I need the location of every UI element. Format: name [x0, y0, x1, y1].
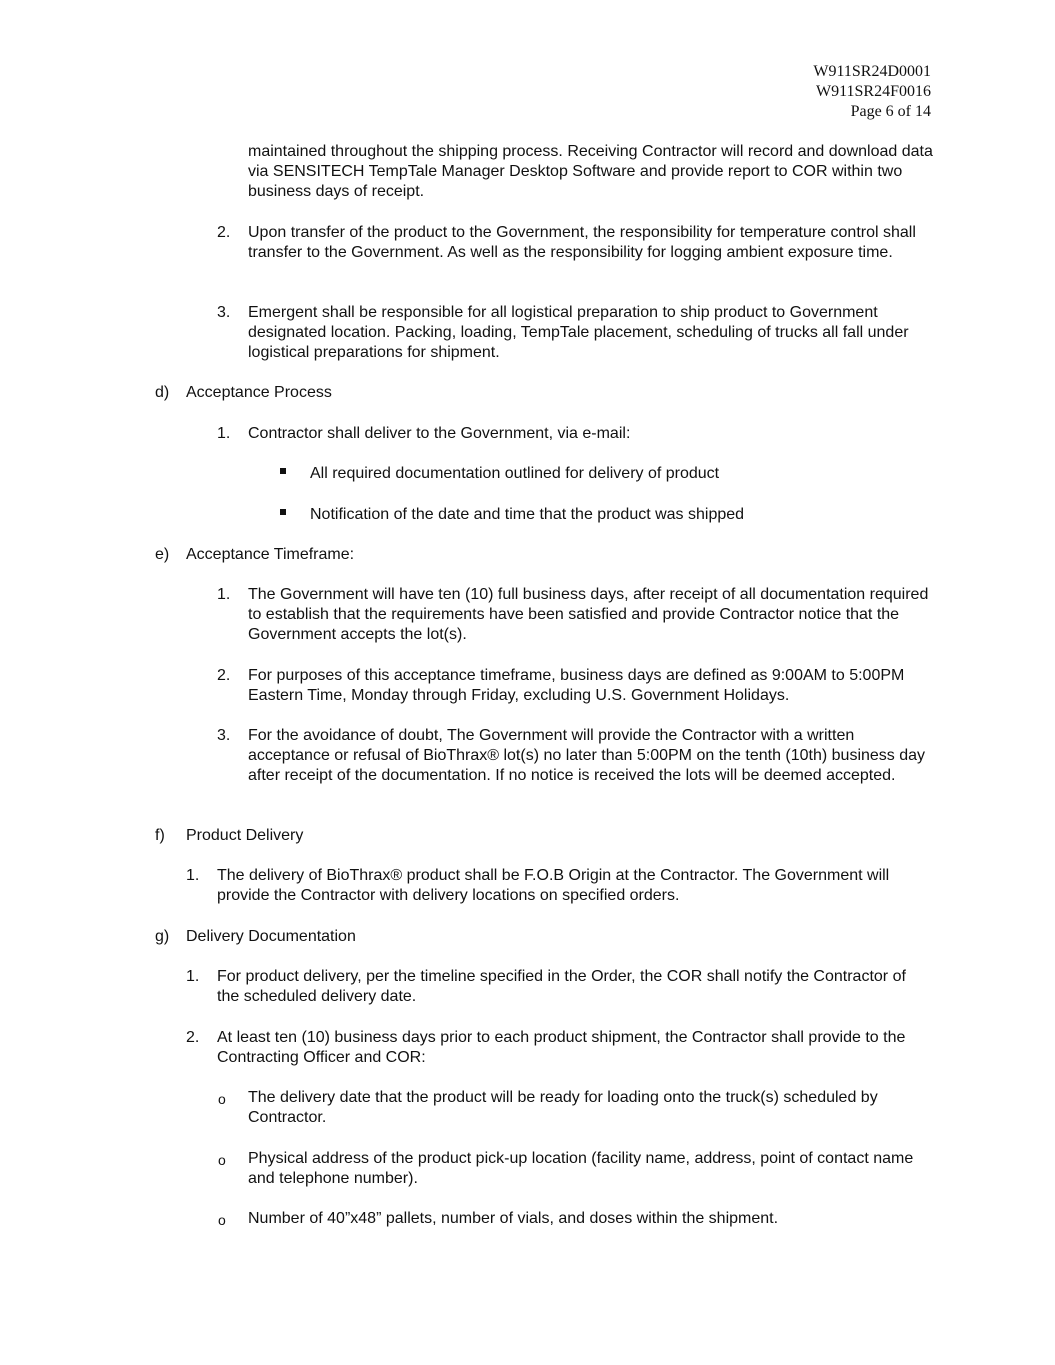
bullet-text: The delivery date that the product will be ready for loading onto the truck(s) scheduled by Contractor. — [248, 1089, 878, 1126]
list-number: 1. — [186, 968, 200, 985]
list-item-text: The delivery of BioThrax® product shall be F.O.B Origin at the Contractor. The Government will provide the Contractor with delivery locations on specified orders. — [217, 867, 890, 904]
list-number: 1. — [217, 425, 231, 442]
list-item-text: For the avoidance of doubt, The Government will provide the Contractor with a written acceptance or refusal of BioThrax® lot(s) no later than 5:00PM on the tenth (10th) business day after receipt of the documentation. If no notice is received the lots will be deemed accepted. — [248, 727, 926, 784]
section-title-delivery-documentation: Delivery Documentation — [186, 928, 356, 945]
section-letter: f) — [155, 827, 165, 844]
list-number: 2. — [186, 1029, 200, 1046]
order-number: W911SR24F0016 — [816, 83, 931, 100]
list-item-text: Contractor shall deliver to the Government, via e-mail: — [248, 425, 631, 442]
section-letter: e) — [155, 546, 170, 563]
list-number: 3. — [217, 727, 231, 744]
list-item-text: The Government will have ten (10) full business days, after receipt of all documentation required to establish that the requirements have been satisfied and provide Contractor notice that the Government accepts the lot(s). — [248, 586, 929, 643]
circle-bullet-icon: o — [218, 1152, 226, 1168]
list-number: 1. — [217, 586, 231, 603]
section-letter: d) — [155, 384, 170, 401]
bullet-text: All required documentation outlined for delivery of product — [310, 465, 720, 482]
list-item-text: For purposes of this acceptance timeframe, business days are defined as 9:00AM to 5:00PM Eastern Time, Monday through Friday, excluding U.S. Government Holidays. — [248, 667, 905, 704]
list-item-text: At least ten (10) business days prior to each product shipment, the Contractor shall provide to the Contracting Officer and COR: — [217, 1029, 906, 1066]
continued-paragraph: maintained throughout the shipping process. Receiving Contractor will record and download data via SENSITECH TempTale Manager Desktop Software and provide report to COR within two business days of receipt. — [248, 143, 933, 200]
section-title-product-delivery: Product Delivery — [186, 827, 304, 844]
bullet-text: Number of 40”x48” pallets, number of vials, and doses within the shipment. — [248, 1210, 779, 1227]
page-number: Page 6 of 14 — [850, 103, 931, 120]
list-item-text: For product delivery, per the timeline specified in the Order, the COR shall notify the Contractor of the scheduled delivery date. — [217, 968, 906, 1005]
circle-bullet-icon: o — [218, 1212, 226, 1228]
list-number: 2. — [217, 667, 231, 684]
square-bullet-icon — [280, 468, 286, 474]
section-title-acceptance-process: Acceptance Process — [186, 384, 332, 401]
square-bullet-icon — [280, 509, 286, 515]
contract-number: W911SR24D0001 — [813, 63, 931, 80]
bullet-text: Physical address of the product pick-up location (facility name, address, point of contact name and telephone number). — [248, 1150, 914, 1187]
page-header — [813, 62, 931, 122]
section-title-acceptance-timeframe: Acceptance Timeframe: — [186, 546, 355, 563]
bullet-text: Notification of the date and time that the product was shipped — [310, 506, 745, 523]
list-item-text: Upon transfer of the product to the Government, the responsibility for temperature control shall transfer to the Government. As well as the responsibility for logging ambient exposure time. — [248, 224, 916, 261]
section-letter: g) — [155, 928, 170, 945]
list-number: 1. — [186, 867, 200, 884]
list-item-text: Emergent shall be responsible for all logistical preparation to ship product to Government designated location. Packing, loading, TempTale placement, scheduling of trucks all fall under logistical preparations for shipment. — [248, 304, 909, 361]
list-number: 2. — [217, 224, 231, 241]
list-number: 3. — [217, 304, 231, 321]
circle-bullet-icon: o — [218, 1091, 226, 1107]
